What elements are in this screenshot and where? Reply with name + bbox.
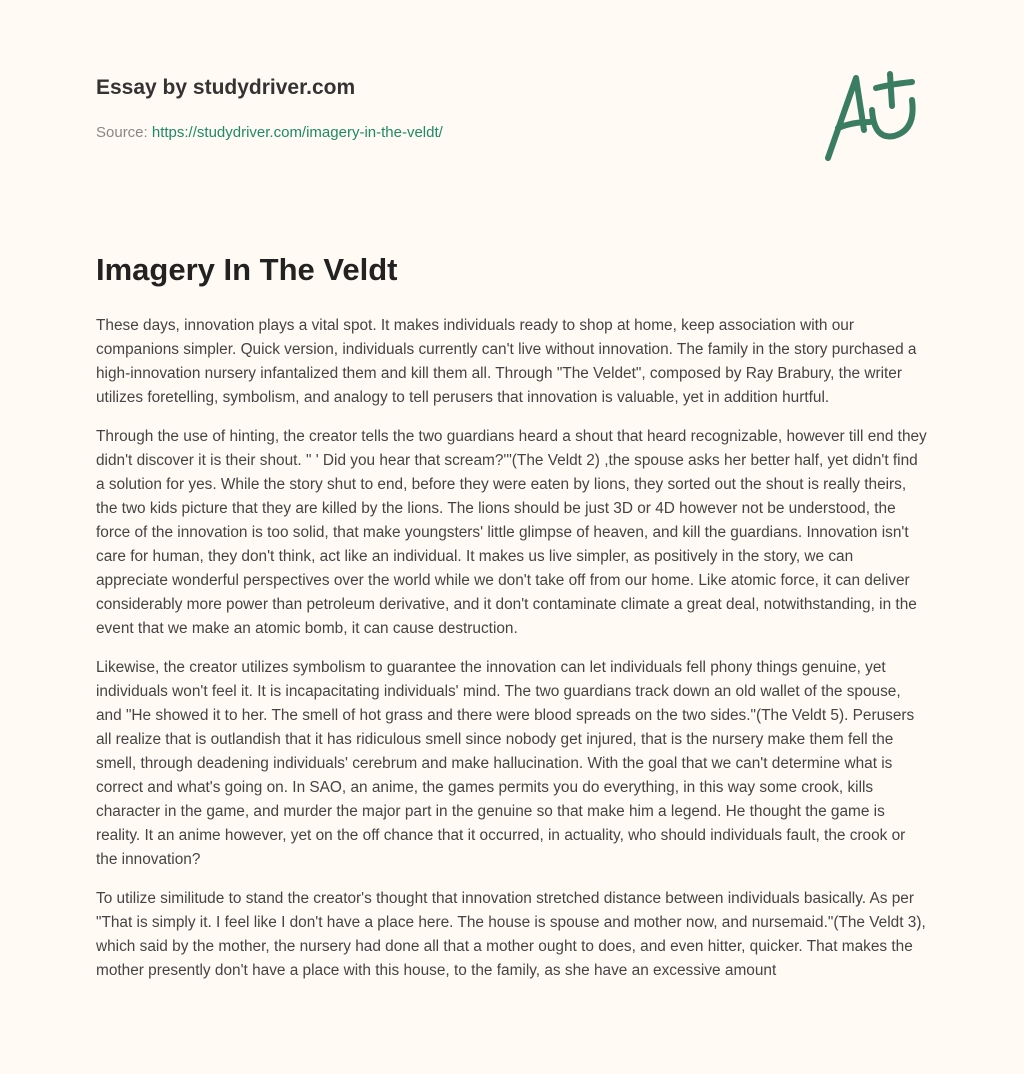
paragraph: To utilize similitude to stand the creator's thought that innovation stretched distance between individuals basically. As per "That is simply it. I feel like I don't have a place here. The house is spouse and mother now, and nursemaid."(The Veldt 3), which said by the mother, the nursery had done all that a mother ought to does, and even hitter, quicker. That makes the mother presently don't have a place with this house, to the family, as she have an excessive amount bbox=[96, 890, 926, 979]
paragraph: These days, innovation plays a vital spot. It makes individuals ready to shop at home, keep association with our companions simpler. Quick version, individuals currently can't live without innovation. The family in the story purchased a high-innovation nursery infantalized them and kill them all. Through "The Veldet", composed by Ray Brabury, the writer utilizes foretelling, symbolism, and analogy to tell perusers that innovation is valuable, yet in addition hurtful. bbox=[96, 317, 917, 406]
source-label: Source: bbox=[96, 124, 148, 141]
paragraph: Through the use of hinting, the creator tells the two guardians heard a shout that heard recognizable, however till end they didn't discover it is their shout. " ' Did you hear that scream?'"(The Veldt 2) ,the spouse asks her better half, yet didn't find a solution for yes. While the story shut to end, before they were eaten by lions, they sorted out the shout is really theirs, the two kids picture that they are killed by the lions. The lions should be just 3D or 4D however not be understood, the force of the innovation is too solid, that make youngsters' little glimpse of heaven, and kill the guardians. Innovation isn't care for human, they don't think, act like an individual. It makes us live simpler, as positively in the story, we can appreciate wonderful perspectives over the world while we don't take off from our home. Like atomic force, it can deliver considerably more power than petroleum derivative, and it don't contaminate climate a great deal, notwithstanding, in the event that we make an atomic bomb, it can cause destruction. bbox=[96, 428, 927, 637]
a-plus-logo-icon bbox=[818, 66, 928, 166]
essay-title: Imagery In The Veldt bbox=[96, 252, 398, 287]
source-link[interactable]: https://studydriver.com/imagery-in-the-veldt/ bbox=[151, 124, 443, 141]
site-title: Essay by studydriver.com bbox=[96, 76, 356, 99]
source-line bbox=[96, 124, 443, 141]
paragraph: Likewise, the creator utilizes symbolism to guarantee the innovation can let individuals fell phony things genuine, yet individuals won't feel it. It is incapacitating individuals' mind. The two guardians track down an old wallet of the spouse, and "He showed it to her. The smell of hot grass and there were blood spreads on the two sides."(The Veldt 5). Perusers all realize that is outlandish that it has ridiculous smell since nobody get injured, that is the nursery make them fell the smell, through deadening individuals' cerebrum and make hallucination. With the goal that we can't determine what is correct and what's going on. In SAO, an anime, the games permits you do everything, in this way some crook, kills character in the game, and murder the major part in the genuine so that make him a legend. He thought the game is reality. It an anime however, yet on the off chance that it occurred, in actuality, who should individuals fault, the crook or the innovation? bbox=[96, 659, 915, 868]
essay-body bbox=[96, 314, 928, 998]
